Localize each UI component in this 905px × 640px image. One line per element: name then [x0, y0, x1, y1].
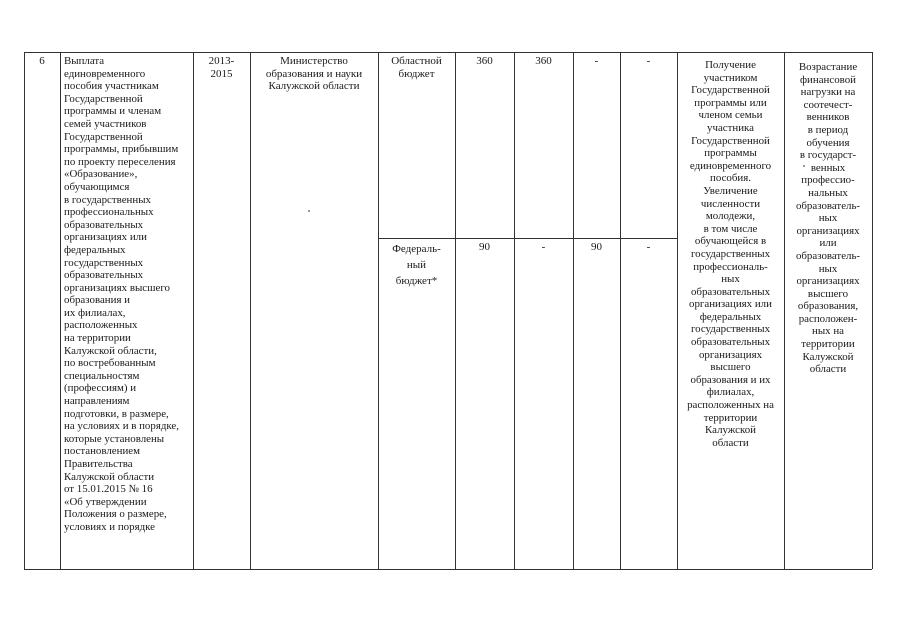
expected-result: Получение участником Государственной программы или членом семьи участника Государственной программы единовременного пособия. Увеличение численности молодежи, в том числе обучающейся в государственных профессиональ- ных образовательных организациях или федеральных государственных образовательных организациях высшего образования и их филиалах, расположенных на территории Калужской области [687, 59, 774, 449]
responsible-executor: Министерство образования и науки Калужской области [265, 55, 363, 93]
funding-2014: - [594, 55, 599, 67]
column-divider [193, 52, 194, 569]
funding-2015: - [646, 55, 651, 67]
column-divider [514, 52, 515, 569]
column-divider [620, 52, 621, 569]
funding-2014: 90 [591, 241, 602, 253]
table-bottom-border [24, 569, 872, 570]
implementation-period: 2013- 2015 [208, 55, 235, 80]
scan-speck [803, 165, 805, 167]
funding-total: 90 [479, 241, 490, 253]
column-divider [784, 52, 785, 569]
risk-description: Возрастание финансовой нагрузки на соотечест- венников в период обучения в государст- венных профессио- нальных образователь- ных организациях или образователь- ных организациях высшего образования, расположен- ных на территории Калужской области [795, 61, 861, 376]
measure-description: Выплата единовременного пособия участникам Государственной программы и членам семей участников Государственной программы, прибывшим по проекту переселения «Образование», обучающимся в государственных профессиональных образовательных организациях или федеральных государственных образовательных организациях высшего образования и их филиалах, расположенных на территории Калужской области, по востребованным специальностям (профессиям) и направлениям подготовки, в размере, на условиях и в порядке, которые установлены постановлением Правительства Калужской области от 15.01.2015 № 16 «Об утверждении Положения о размере, условиях и порядке [64, 55, 179, 533]
table-top-border [24, 52, 872, 53]
scan-speck [308, 210, 310, 212]
row-number: 6 [39, 55, 45, 67]
source-row-divider [378, 238, 677, 239]
funding-2013: 360 [535, 55, 552, 67]
column-divider [677, 52, 678, 569]
column-divider [573, 52, 574, 569]
column-divider [60, 52, 61, 569]
funding-total: 360 [476, 55, 493, 67]
table-right-border [872, 52, 873, 569]
column-divider [250, 52, 251, 569]
funding-source-name: Федераль- ный бюджет* [392, 243, 441, 287]
funding-source-name: Областной бюджет [391, 55, 442, 80]
column-divider [378, 52, 379, 569]
table-left-border [24, 52, 25, 569]
column-divider [455, 52, 456, 569]
funding-2013: - [541, 241, 546, 253]
funding-2015: - [646, 241, 651, 253]
